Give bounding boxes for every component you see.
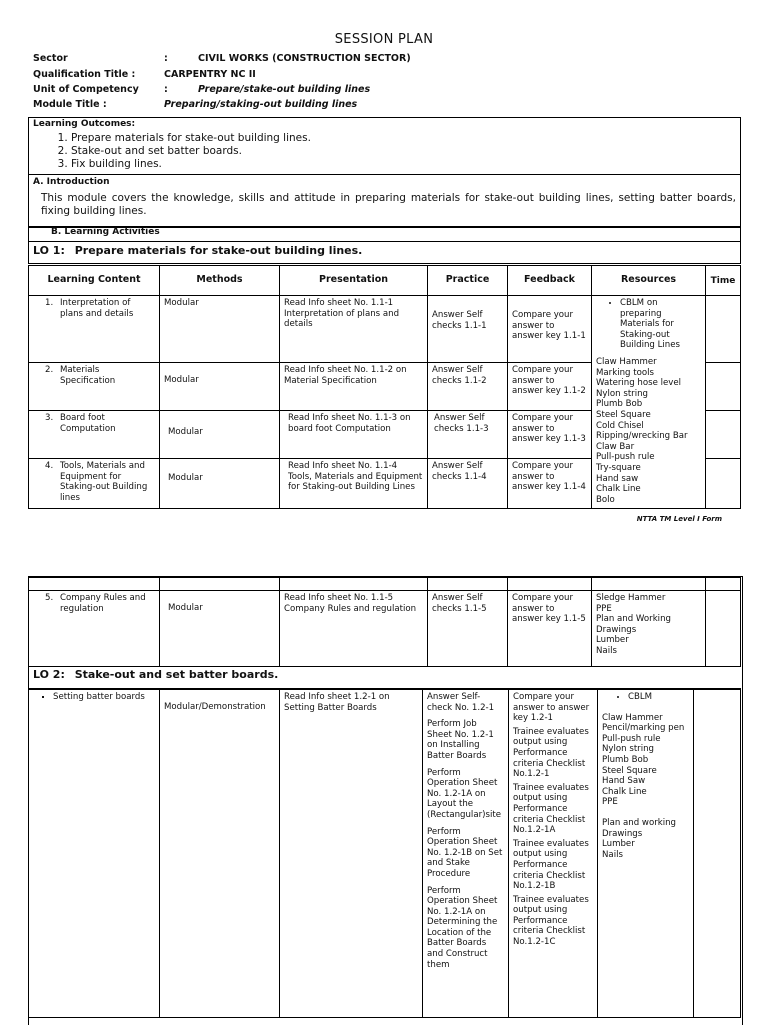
presentation-cell: Read Info sheet No. 1.1-1 Interpretation of plans and details <box>280 296 428 363</box>
resources-list <box>596 357 701 505</box>
lo1-number: LO 1: <box>33 244 65 257</box>
list-item: Lumber <box>596 635 629 646</box>
list-item: Trainee evaluates output using Performance criteria Checklist No.1.2-1A <box>513 782 589 836</box>
presentation-cell: Read Info sheet 1.2-1 on Setting Batter Boards <box>280 690 423 1018</box>
list-item: Steel Square <box>596 409 651 420</box>
outcome-item: 3. Fix building lines. <box>71 158 740 171</box>
form-footer: NTTA TM Level I Form <box>636 515 722 523</box>
feedback-cell: Compare your answer to answer key 1.1-1 <box>508 296 592 363</box>
activities-heading: B. Learning Activities <box>51 227 160 237</box>
list-item: Nylon string <box>602 744 655 755</box>
list-item: Pull-push rule <box>596 452 655 463</box>
feedback-cell: Compare your answer to answer key 1.1-4 <box>508 459 592 509</box>
presentation-cell: Read Info sheet No. 1.1-5 Company Rules and regulation <box>280 591 428 667</box>
content-cell: ▪ Setting batter boards <box>29 690 160 1018</box>
outcome-item: 1. Prepare materials for stake-out building lines. <box>71 132 740 145</box>
list-item: Nylon string <box>596 388 649 399</box>
lo1-activities-table <box>28 265 741 509</box>
practice-cell: Answer Self checks 1.1-4 <box>428 459 508 509</box>
learning-outcomes <box>28 117 741 175</box>
practice-cell <box>423 690 509 1018</box>
col-time: Time <box>706 266 741 296</box>
col-methods: Methods <box>160 266 280 296</box>
presentation-cell: Read Info sheet No. 1.1-3 on board foot Computation <box>280 411 428 459</box>
row-divider <box>28 1017 741 1018</box>
list-item: Chalk Line <box>602 786 647 797</box>
outcome-item: 2. Stake-out and set batter boards. <box>71 145 740 158</box>
method-cell: Modular/Demonstration <box>160 690 280 1018</box>
introduction <box>28 174 741 228</box>
list-item: Nails <box>596 645 617 656</box>
time-cell <box>706 591 741 667</box>
practice-cell: Answer Self checks 1.1-2 <box>428 363 508 411</box>
list-item: Perform Operation Sheet No. 1.2-1A on Layout the (Rectangular)site <box>427 767 501 820</box>
list-item: Nails <box>602 849 623 860</box>
list-item: Trainee evaluates output using Performance criteria Checklist No.1.2-1B <box>513 838 589 892</box>
list-item: Pull-push rule <box>602 733 661 744</box>
presentation-cell: Read Info sheet No. 1.1-4 Tools, Materials and Equipment for Staking-out Building Lines <box>280 459 428 509</box>
feedback-cell: Compare your answer to answer key 1.1-3 <box>508 411 592 459</box>
time-cell <box>706 363 741 411</box>
list-item: Cold Chisel <box>596 420 644 431</box>
page-title: SESSION PLAN <box>334 32 434 47</box>
lo1-heading <box>28 241 741 264</box>
activities-heading-box <box>28 226 741 242</box>
feedback-cell <box>509 690 598 1018</box>
list-item: Claw Bar <box>596 441 635 452</box>
col-presentation: Presentation <box>280 266 428 296</box>
lo2-heading <box>28 666 741 689</box>
list-item: Compare your answer to answer key 1.2-1 <box>513 692 590 724</box>
time-cell <box>706 411 741 459</box>
method-cell: Modular <box>160 363 280 411</box>
practice-cell: Answer Self checks 1.1-3 <box>428 411 508 459</box>
col-resources: Resources <box>592 266 706 296</box>
list-item: Watering hose level <box>596 378 682 389</box>
list-item: Lumber <box>602 839 635 850</box>
table-header-row <box>29 266 741 296</box>
list-item: Pencil/marking pen <box>602 723 685 734</box>
content-cell: 1. Interpretation of plans and details <box>29 296 160 363</box>
resource-bullet: • CBLM <box>628 692 689 703</box>
meta-sector: Sector : CIVIL WORKS (CONSTRUCTION SECTOR) <box>33 53 411 64</box>
table-row <box>29 591 741 667</box>
presentation-cell: Read Info sheet No. 1.1-2 on Material Specification <box>280 363 428 411</box>
table-row <box>29 578 741 591</box>
time-cell <box>706 296 741 363</box>
method-cell: Modular <box>160 411 280 459</box>
list-item: Steel Square <box>602 765 657 776</box>
table-row <box>29 690 741 1018</box>
list-item: Trainee evaluates output using Performance criteria Checklist No.1.2-1C <box>513 894 589 948</box>
method-cell: Modular <box>160 591 280 667</box>
list-item: Perform Operation Sheet No. 1.2-1B on Set and Stake Procedure <box>427 826 503 879</box>
lo1-continued-table <box>28 577 741 667</box>
list-item: Plumb Bob <box>596 399 643 410</box>
col-practice: Practice <box>428 266 508 296</box>
practice-cell: Answer Self checks 1.1-1 <box>428 296 508 363</box>
meta-qualification: Qualification Title : CARPENTRY NC II <box>33 69 256 80</box>
list-item: Plan and working Drawings <box>602 817 676 839</box>
table-row <box>29 296 741 363</box>
method-cell: Modular <box>160 459 280 509</box>
intro-text: This module covers the knowledge, skills and attitude in preparing materials for stake-out building lines, setting batter boards, fixing building lines. <box>41 192 736 217</box>
list-item: Hand Saw <box>602 776 646 787</box>
list-item: Sledge Hammer <box>596 593 666 603</box>
list-item: PPE <box>596 603 612 614</box>
list-item: Claw Hammer <box>596 356 657 367</box>
intro-heading: A. Introduction <box>33 177 110 187</box>
list-item: Marking tools <box>596 367 654 378</box>
resources-cell <box>592 591 706 667</box>
col-learning-content: Learning Content <box>29 266 160 296</box>
time-cell <box>694 690 741 1018</box>
list-item: Plan and Working Drawings <box>596 614 671 635</box>
resource-bullet: • CBLM on preparing Materials for Staking-out Building Lines <box>620 298 701 351</box>
list-item: Try-square <box>596 462 641 473</box>
resources-cell <box>592 296 706 509</box>
outcomes-list <box>29 132 740 171</box>
meta-unit: Unit of Competency : Prepare/stake-out building lines <box>33 84 371 95</box>
outcomes-heading: Learning Outcomes: <box>33 119 136 129</box>
content-cell: 5. Company Rules and regulation <box>29 591 160 667</box>
method-cell: Modular <box>160 296 280 363</box>
resources-cell <box>598 690 694 1018</box>
list-item: Hand saw <box>596 473 639 484</box>
meta-module: Module Title : Preparing/staking-out building lines <box>33 99 358 110</box>
lo1-title: Prepare materials for stake-out building lines. <box>74 244 363 257</box>
content-cell: 2. Materials Specification <box>29 363 160 411</box>
list-item: Plumb Bob <box>602 754 649 765</box>
list-item: Claw Hammer <box>602 712 663 723</box>
list-item: Trainee evaluates output using Performance criteria Checklist No.1.2-1 <box>513 726 589 780</box>
list-item: Perform Job Sheet No. 1.2-1 on Installing Batter Boards <box>427 719 494 761</box>
list-item: Chalk Line <box>596 484 641 495</box>
lo2-title: Stake-out and set batter boards. <box>74 668 279 681</box>
col-feedback: Feedback <box>508 266 592 296</box>
content-cell: 4. Tools, Materials and Equipment for Staking-out Building lines <box>29 459 160 509</box>
list-item: Answer Self-check No. 1.2-1 <box>427 692 495 713</box>
feedback-cell: Compare your answer to answer key 1.1-5 <box>508 591 592 667</box>
list-item: Perform Operation Sheet No. 1.2-1A on Determining the Location of the Batter Boards and Construct them <box>427 885 498 970</box>
practice-cell: Answer Self checks 1.1-5 <box>428 591 508 667</box>
feedback-cell: Compare your answer to answer key 1.1-2 <box>508 363 592 411</box>
time-cell <box>706 459 741 509</box>
content-cell: 3. Board foot Computation <box>29 411 160 459</box>
list-item: Bolo <box>596 494 615 505</box>
list-item: PPE <box>602 797 618 808</box>
list-item: Ripping/wrecking Bar <box>596 431 688 442</box>
lo2-number: LO 2: <box>33 668 65 681</box>
lo2-activities-table <box>28 689 741 1018</box>
